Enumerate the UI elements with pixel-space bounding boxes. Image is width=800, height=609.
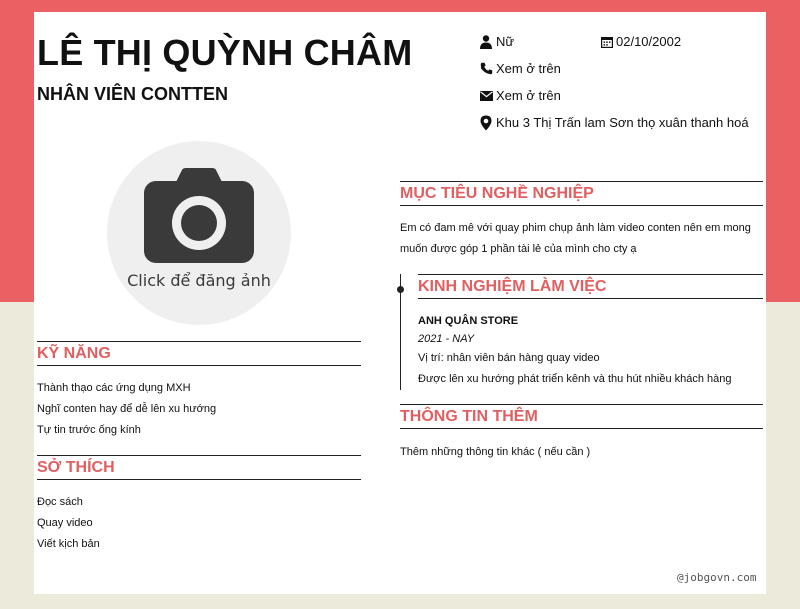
- experience-title[interactable]: KINH NGHIỆM LÀM VIỆC: [418, 278, 607, 295]
- phone-value: Xem ở trên: [496, 61, 561, 76]
- contact-dob[interactable]: [601, 34, 681, 49]
- contact-phone[interactable]: [479, 61, 561, 76]
- hobbies-heading: [37, 455, 361, 480]
- phone-icon: [479, 62, 493, 76]
- email-value: Xem ở trên: [496, 88, 561, 103]
- address-value: Khu 3 Thị Trấn lam Sơn thọ xuân thanh hoá: [496, 115, 749, 130]
- extra-info-text[interactable]: Thêm những thông tin khác ( nếu cần ): [400, 446, 591, 458]
- skill-item[interactable]: Thành thạo các ứng dụng MXH: [37, 382, 191, 394]
- objective-heading: [400, 181, 763, 206]
- photo-upload[interactable]: [107, 141, 291, 325]
- contact-email[interactable]: [479, 88, 561, 103]
- contact-address[interactable]: [479, 115, 749, 130]
- user-icon: [479, 35, 493, 49]
- candidate-name[interactable]: LÊ THỊ QUỲNH CHÂM: [37, 32, 413, 73]
- dob-value: 02/10/2002: [616, 34, 682, 49]
- skill-item[interactable]: Nghĩ conten hay để dễ lên xu hướng: [37, 403, 217, 415]
- work-description[interactable]: Được lên xu hướng phát triển kênh và thu hút nhiều khách hàng: [418, 373, 732, 385]
- camera-icon: [144, 168, 254, 264]
- extra-info-heading: [400, 404, 763, 429]
- gender-value: Nữ: [496, 34, 515, 49]
- hobby-item[interactable]: Viết kịch bản: [37, 538, 100, 550]
- company-name[interactable]: ANH QUÂN STORE: [418, 315, 519, 327]
- skills-title[interactable]: KỸ NĂNG: [37, 345, 111, 362]
- hobbies-title[interactable]: SỞ THÍCH: [37, 459, 115, 476]
- skill-item[interactable]: Tự tin trước ống kính: [37, 424, 141, 436]
- skills-heading: [37, 341, 361, 366]
- job-position[interactable]: NHÂN VIÊN CONTTEN: [37, 84, 229, 104]
- extra-info-title[interactable]: THÔNG TIN THÊM: [400, 408, 538, 425]
- work-role[interactable]: Vị trí: nhân viên bán hàng quay video: [418, 352, 600, 364]
- calendar-icon: [601, 35, 613, 49]
- objective-title[interactable]: MỤC TIÊU NGHỀ NGHIỆP: [400, 185, 594, 202]
- location-icon: [479, 116, 493, 130]
- photo-upload-label: Click để đăng ảnh: [127, 271, 271, 290]
- hobby-item[interactable]: Quay video: [37, 517, 93, 529]
- contact-gender[interactable]: [479, 34, 514, 49]
- watermark: @jobgovn.com: [677, 571, 757, 584]
- hobby-item[interactable]: Đọc sách: [37, 496, 83, 508]
- objective-text-line[interactable]: Em có đam mê với quay phim chụp ảnh làm video conten nên em mong: [400, 222, 751, 234]
- experience-heading: [418, 274, 763, 299]
- experience-timeline-dot: [397, 286, 404, 293]
- objective-text-line[interactable]: muốn được góp 1 phần tài lẻ của mình cho cty ạ: [400, 243, 637, 255]
- mail-icon: [479, 89, 493, 103]
- work-period[interactable]: 2021 - NAY: [418, 333, 475, 345]
